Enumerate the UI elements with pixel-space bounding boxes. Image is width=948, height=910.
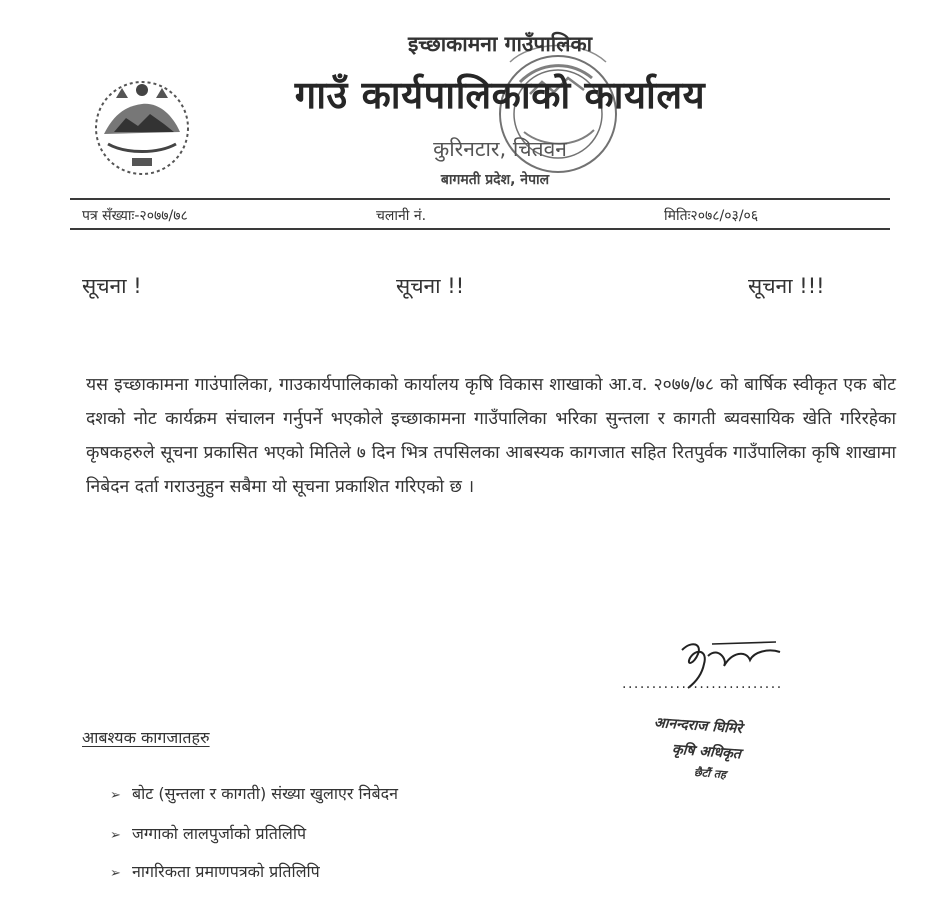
header-divider-bottom xyxy=(70,228,890,230)
required-documents-heading: आबश्यक कागजातहरु xyxy=(82,728,210,747)
municipality-name: इच्छाकामना गाउँपालिका xyxy=(407,32,593,56)
list-item xyxy=(110,782,398,804)
officer-name: आनन्दराज घिमिरे xyxy=(653,714,743,738)
province-line: बागमती प्रदेश, नेपाल xyxy=(440,172,550,188)
header-divider-top xyxy=(70,198,890,200)
letter-date: मितिः२०७८/०३/०६ xyxy=(664,208,759,224)
notice-heading-3: सूचना !!! xyxy=(748,274,825,298)
notice-body: यस इच्छाकामना गाउंपालिका, गाउकार्यपालिकाको कार्यालय कृषि विकास शाखाको आ.व. २०७७/७८ को बार्षिक स्वीकृत एक बोट दशको नोट कार्यक्रम संचालन गर्नुपर्ने भएकोले इच्छाकामना गाउँपालिका भरिका सुन्तला र कागती ब्यवसायिक खेति गरिरहेका कृषकहरुले सूचना प्रकासित भएको मितिले ७ दिन भित्र तपसिलका आबस्यक कागजात सहित रितपुर्वक गाउँपालिका कृषि शाखामा निबेदन दर्ता गराउनुहुन सबैमा यो सूचना प्रकाशित गरिएको छ । xyxy=(86,375,896,497)
arrow-bullet-icon: ➢ xyxy=(110,828,121,843)
dispatch-number: चलानी नं. xyxy=(376,208,427,224)
notice-heading-1: सूचना ! xyxy=(82,274,142,298)
signature-line: ........................... xyxy=(622,676,783,692)
officer-level: छैटौं तह xyxy=(693,765,727,782)
letter-number: पत्र सँख्याः-२०७७/७८ xyxy=(82,208,188,224)
office-title: गाउँ कार्यपालिकाको कार्यालय xyxy=(294,73,706,117)
office-address: कुरिनटार, चितवन xyxy=(433,137,567,161)
list-item-text: बोट (सुन्तला र कागती) संख्या खुलाएर निबेदन xyxy=(132,784,399,803)
nepal-emblem-icon xyxy=(86,74,198,180)
list-item xyxy=(110,860,320,882)
list-item xyxy=(110,822,306,844)
notice-heading-2: सूचना !! xyxy=(396,274,465,298)
list-item-text: नागरिकता प्रमाणपत्रको प्रतिलिपि xyxy=(132,862,320,881)
arrow-bullet-icon: ➢ xyxy=(110,866,121,881)
officer-title: कृषि अधिकृत xyxy=(671,741,742,763)
list-item-text: जग्गाको लालपुर्जाको प्रतिलिपि xyxy=(132,824,307,843)
arrow-bullet-icon: ➢ xyxy=(110,788,121,803)
